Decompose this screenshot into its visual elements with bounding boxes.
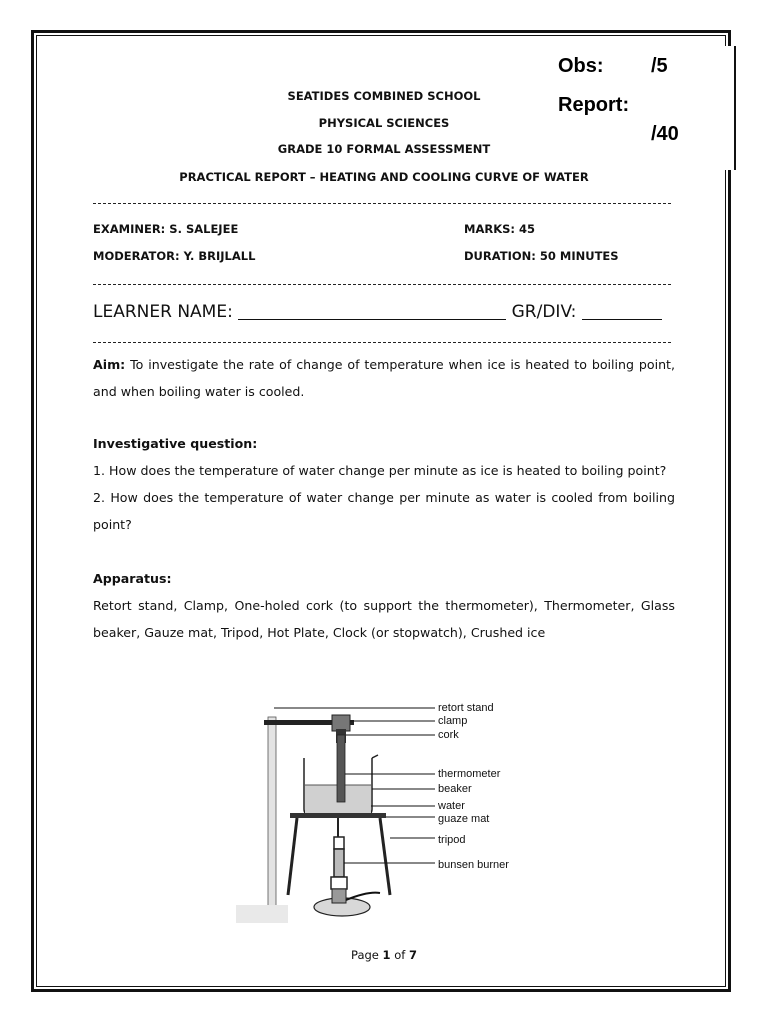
burner-collar [331, 877, 347, 889]
label-water: water [438, 800, 465, 812]
report-total: /40 [651, 123, 679, 145]
label-cork: cork [438, 729, 459, 741]
label-clamp: clamp [438, 715, 468, 727]
assessment-name: GRADE 10 FORMAL ASSESSMENT [277, 142, 491, 156]
thermometer [337, 735, 345, 802]
obs-total: /5 [651, 55, 668, 77]
page-total: 7 [408, 948, 417, 962]
of-word: of [394, 948, 406, 962]
duration: DURATION: 50 MINUTES [464, 249, 619, 263]
report-label: Report: [558, 94, 630, 116]
apparatus-diagram [230, 695, 540, 930]
retort-stand-base [236, 905, 288, 923]
burner-top [334, 837, 344, 849]
clamp-head [332, 715, 350, 731]
gauze-mat [290, 813, 386, 818]
learner-line [93, 302, 662, 322]
label-gauze-mat: guaze mat [438, 813, 490, 825]
apparatus-heading: Apparatus: [93, 571, 172, 586]
investigative-heading: Investigative question: [93, 436, 258, 451]
learner-name-label: LEARNER NAME: [93, 302, 233, 322]
divider [93, 284, 671, 285]
examiner: EXAMINER: S. SALEJEE [93, 222, 239, 236]
label-tripod: tripod [438, 834, 466, 846]
burner-barrel [334, 849, 344, 877]
aim-text: To investigate the rate of change of temperature when ice is heated to boiling point, and when boiling water is cooled. [93, 357, 675, 399]
question-2: 2. How does the temperature of water change per minute as water is cooled from boiling point? [93, 490, 675, 532]
moderator: MODERATOR: Y. BRIJLALL [93, 249, 256, 263]
divider [93, 203, 671, 204]
label-bunsen-burner: bunsen burner [438, 859, 509, 871]
page-indicator [0, 948, 768, 962]
label-retort-stand: retort stand [438, 702, 494, 714]
label-beaker: beaker [438, 783, 472, 795]
retort-stand-rod [268, 717, 276, 909]
question-1: 1. How does the temperature of water change per minute as ice is heated to boiling point? [93, 463, 667, 478]
page-word: Page [351, 948, 379, 962]
subject-name: PHYSICAL SCIENCES [318, 116, 450, 130]
marks: MARKS: 45 [464, 222, 535, 236]
apparatus-text: Retort stand, Clamp, One-holed cork (to support the thermometer), Thermometer, Glass beaker, Gauze mat, Tripod, Hot Plate, Clock (or stopwatch), Crushed ice [93, 598, 675, 640]
learner-name-field[interactable] [238, 303, 506, 320]
aim-paragraph [93, 351, 675, 405]
label-thermometer: thermometer [438, 768, 501, 780]
report-title: PRACTICAL REPORT – HEATING AND COOLING CURVE OF WATER [179, 170, 589, 184]
grdiv-label: GR/DIV: [511, 302, 577, 322]
obs-label: Obs: [558, 55, 604, 77]
page-number: 1 [382, 948, 391, 962]
school-name: SEATIDES COMBINED SCHOOL [287, 89, 481, 103]
divider [93, 342, 671, 343]
grdiv-field[interactable] [582, 303, 662, 320]
aim-label: Aim: [93, 357, 126, 372]
